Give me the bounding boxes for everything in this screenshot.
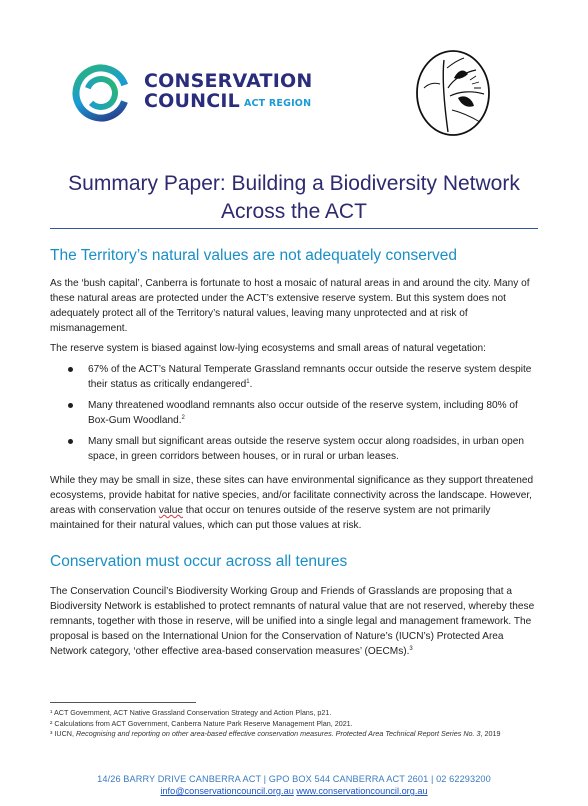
list-item — [64, 362, 540, 392]
footnote-3 — [50, 729, 550, 740]
section2-para1-text: The Conservation Council’s Biodiversity Working Group and Friends of Grasslands are proposing that a Biodiversity Network is established to protect remnants of natural value that are not reserved, whereby these remnants, together with those in reserve, will be unified into a single legal and management framework. The proposal is based on the International Union for the Conservation of Nature’s (IUCN’s) Protected Area Network category, ‘other effective area-based conservation measures’ (OECMs). — [50, 586, 535, 657]
footnote-2: ² Calculations from ACT Government, Canberra Nature Park Reserve Management Plan, 2021. — [50, 718, 353, 728]
footer-address: 14/26 BARRY DRIVE CANBERRA ACT | GPO BOX 544 CANBERRA ACT 2601 | 02 62293200 — [97, 774, 491, 784]
conservation-council-logo — [70, 62, 340, 122]
footnotes — [50, 708, 550, 740]
section1-para1: As the ‘bush capital’, Canberra is fortunate to host a mosaic of natural areas in and around the city. Many of these natural areas are protected under the ACT’s extensive reserve system. But this system does not adequately protect all of the Territory’s natural values, leaving many unprotected and at risk of mismanagement. — [50, 278, 530, 334]
footnote-1: ¹ ACT Government, ACT Native Grassland Conservation Strategy and Action Plans, p21. — [50, 708, 332, 717]
logo-region: ACT REGION — [243, 98, 312, 109]
page-footer — [0, 773, 588, 797]
title-divider — [50, 228, 538, 229]
footer-email-link[interactable]: info@conservationcouncil.org.au — [160, 786, 294, 796]
bullet-list — [64, 362, 540, 470]
spellcheck-flag[interactable]: value — [158, 505, 183, 516]
footnote-ref-3[interactable]: 3 — [409, 646, 413, 652]
page-title-line1: Summary Paper: Building a Biodiversity Network — [68, 172, 520, 195]
para3-part-a: While they may be small in size, these sites can have environmental significance as they support threatened ecosystems, provide habitat for native species, and/or facilitate connectivity across the landscape. However, areas with conservation — [50, 475, 534, 516]
page-title-line2: Across the ACT — [221, 200, 367, 223]
bullet1-text: 67% of the ACT’s Natural Temperate Grassland remnants occur outside the reserve system despite their status as critically endangered — [88, 364, 532, 390]
floral-emblem-icon — [414, 48, 492, 138]
para3-part-b: that occur on tenures outside of the reserve system are not primarily maintained for their natural values, which can put those values at risk. — [50, 505, 491, 531]
logo-line1: CONSERVATION — [144, 70, 313, 92]
footnote-3-title: Recognising and reporting on other area-based effective conservation measures. Protected Area Technical Report Series No. 3 — [75, 729, 481, 738]
section1-heading: The Territory’s natural values are not adequately conserved — [50, 247, 457, 264]
page-title — [40, 170, 548, 226]
section2-heading: Conservation must occur across all tenures — [50, 553, 348, 570]
footnote-ref-2[interactable]: 2 — [181, 415, 185, 421]
footer-website-link[interactable]: www.conservationcouncil.org.au — [296, 786, 428, 796]
bullet3-text: Many small but significant areas outside the reserve system occur along roadsides, in urban open space, in green corridors between houses, or in rural or urban leases. — [88, 436, 524, 462]
list-item — [64, 434, 540, 464]
logo-line2: COUNCIL — [144, 90, 240, 112]
list-item — [64, 398, 540, 428]
bullet1-end: . — [249, 379, 253, 390]
footnote-ref-1[interactable]: 1 — [246, 379, 250, 385]
conservation-council-logo-icon — [70, 62, 132, 124]
logo-wordmark — [144, 72, 312, 114]
section2-para1 — [50, 584, 542, 659]
footnote-divider — [50, 702, 196, 703]
footnote-3-b: , 2019 — [480, 729, 501, 738]
bullet2-text: Many threatened woodland remnants also occur outside of the reserve system, including 80% of Box-Gum Woodland. — [88, 400, 518, 426]
footnote-3-a: ³ IUCN, — [50, 729, 76, 738]
section1-para3 — [50, 473, 542, 533]
section1-para2: The reserve system is biased against low-lying ecosystems and small areas of natural vegetation: — [50, 343, 486, 354]
